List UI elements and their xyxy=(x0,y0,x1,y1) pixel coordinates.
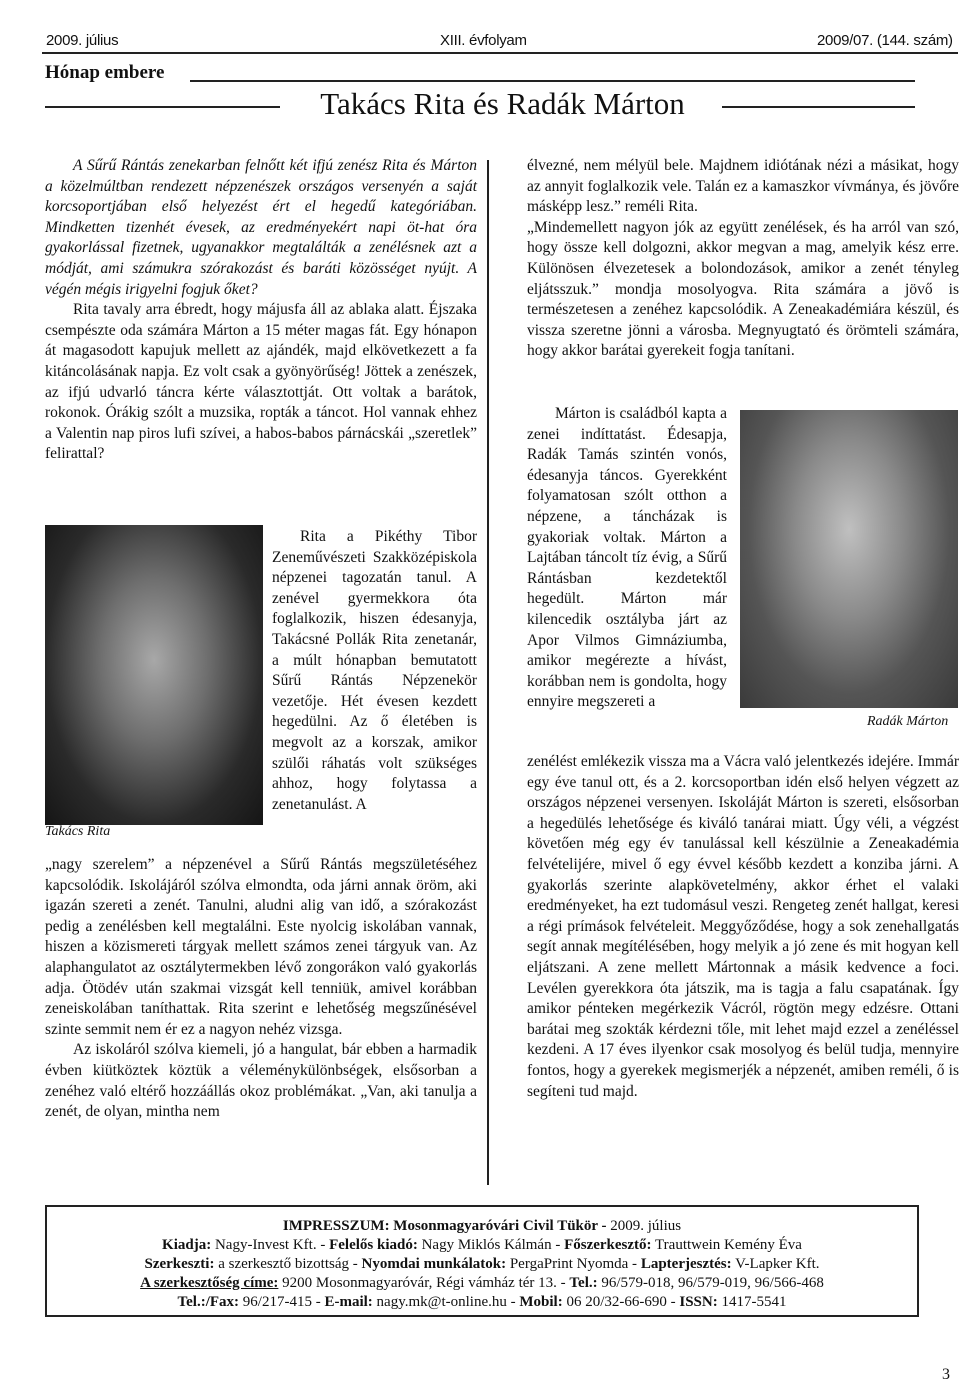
page-number: 3 xyxy=(942,1366,950,1383)
impressum-line: IMPRESSZUM: Mosonmagyaróvári Civil Tükör - 2009. július xyxy=(282,1218,682,1234)
marton-caption: Radák Márton xyxy=(867,714,949,729)
left-column-wrap xyxy=(272,527,477,815)
page-header xyxy=(0,0,960,56)
header-issue: 2009/07. (144. szám) xyxy=(817,32,953,49)
paragraph: Rita a Pikéthy Tibor Zeneművészeti Szakközépiskola népzenei tagozatán tanul. A zenével gyermekkora óta foglalkozik, hiszen édesanyja, Takácsné Pollák Rita zenetanár, a múlt hónapban bemutatott Sűrű Rántás Népzenekör vezetője. Hét évesen kezdett hegedülni. Az ő életében is megvolt az a korszak, amikor szülői ráhatás volt szükséges ahhoz, hogy folytassa a zenetanulást. A xyxy=(272,528,477,813)
lead-paragraph: A Sűrű Rántás zenekarban felnőtt két ifjú zenész Rita és Márton a közelmúltban rendezett népzenészek országos versenyén a saját korcsoportjában első helyezést ért el hegedű kategóriában. Mindketten tizenhét évesek, az eredményekért napi öt-hat óra gyakorlással fizetnek, ugyanakkor megtalálták a zenélésnek azt a módját, ami számukra szórakozást és baráti közösséget nyújt. A végén mégis irigyelni fogjuk őket? xyxy=(45,157,477,298)
rita-photo xyxy=(45,525,263,825)
paragraph: „Mindemellett nagyon jók az együtt zenélések, és ha arról van szó, hogy össze kell dolgozni, akkor megvan a mag, amelyik kész erre. Különösen élvezetesek a bolondozások, amikor a zenét tényleg eljátsszuk.” mondja mosolyogva. Rita számára a jövő is természetesen a zenéhez kapcsolódik. A Zeneakadémiára készül, és vissza szeretne jönni a városba. Megnyugtató és örömteli számára, hogy akkor barátai gyerekeit fogja tanítani. xyxy=(527,218,959,360)
paragraph: Márton is családból kapta a zenei indíttatást. Édesapja, Radák Tamás szintén vonós, édesanyja táncos. Gyerekként folyamatosan szólt otthon a népzene, a táncházak is gyakoriak voltak. Márton a Lajtában táncolt tíz évig, a Sűrű Rántásban kezdetektől hegedült. Márton már kilencedik osztályba járt az Apor Vilmos Gimnáziumba, amikor megérezte a hívást, korábban nem is gondolta, hogy ennyire megszereti a xyxy=(527,405,727,711)
header-date: 2009. július xyxy=(46,32,119,49)
rita-caption: Takács Rita xyxy=(45,824,111,839)
impressum-line: A szerkesztőség címe: 9200 Mosonmagyaróvár, Régi vámház tér 13. - Tel.: 96/579-018, 96/579-019, 96/566-468 xyxy=(140,1275,824,1291)
article-title: Takács Rita és Radák Márton xyxy=(320,86,685,121)
header-volume: XIII. évfolyam xyxy=(440,32,527,49)
paragraph: élvezné, nem mélyül bele. Majdnem idiótának nézi a másikat, hogy az annyit foglalkozik vele. Talán ez a kamaszkor vívmánya, és jövőre másképp lesz.” reméli Rita. xyxy=(527,157,959,216)
section-rule xyxy=(190,80,915,82)
right-column-wrap xyxy=(527,404,727,713)
left-column-top xyxy=(45,156,477,465)
impressum-line: Szerkeszti: a szerkesztő bizottság - Nyomdai munkálatok: PergaPrint Nyomda - Lapterjesztés: V-Lapker Kft. xyxy=(144,1256,820,1272)
impressum-line: Tel.:/Fax: 96/217-415 - E-mail: nagy.mk@t-online.hu - Mobil: 06 20/32-66-690 - ISSN: 1417-5541 xyxy=(177,1294,787,1310)
column-divider xyxy=(487,160,489,1185)
impressum-line: Kiadja: Nagy-Invest Kft. - Felelős kiadó: Nagy Miklós Kálmán - Főszerkesztő: Trauttwein Kemény Éva xyxy=(162,1237,802,1253)
paragraph: zenélést emlékezik vissza ma a Vácra való jelentkezés idejére. Immár egy éve tanul ott, és a 2. korcsoportban idén első helyen végzett az országos népzenei versenyen. Iskoláját Márton is szereti, elsősorban a hegedülés lehetősége és kiváló tanárai miatt. Úgy véli, a végzést követően még egy év tanulással kell készülnie a Zeneakadémia felvételijére, mivel ő egy évvel később kezdett a konziba járni. A gyakorlás szerinte alapkövetelmény, akkor érhet el valaki eredményeket, ha ezt tudomásul veszi. Rengeteg zenét hallgat, keresi a régi prímások felvételeit. Meggyőződése, hogy a sok zenehallgatás segít annak megítélésében, hogy melyik a jó zene és mit hogyan kell eljátszani. A zene mellett Mártonnak a másik kedvence a foci. Levélen gyerekkora óta játszik, ma is tagja a falu csapatának. Így amikor pénteken megérkezik Vácról, rögtön megy edzésre. Ottani barátai meg szokták kérdezni tőle, mit lehet majd ezzel a zenéléssel kezdeni. A 17 éves ilyenkor csak mosolyog és belül tudja, mennyire fontos, hogy a gyerekek megismerjék a népzenét, amiben reméli, ő is segíteni tud majd. xyxy=(527,753,959,1100)
right-column-bottom xyxy=(527,752,959,1102)
paragraph: Az iskoláról szólva kiemeli, jó a hangulat, bár ebben a harmadik évben kiütköztek köztük a véleménykülönbségek, elsősorban a zenéhez való eltérő hozzáállás okoz problémákat. „Van, aki tanulja a zenét, de olyan, mintha nem xyxy=(45,1041,477,1121)
marton-photo xyxy=(740,410,958,708)
section-title: Hónap embere xyxy=(45,62,165,83)
left-column-bottom xyxy=(45,855,477,1123)
right-column-top xyxy=(527,156,959,362)
paragraph: „nagy szerelem” a népzenével a Sűrű Rántás megszületéséhez kapcsolódik. Iskolájáról szólva elmondta, oda járni annak öröm, aki igazán szereti a zenét. Tanulni, aludni alig van idő, a szórakozást pedig a zenélésben kell megtalálni. Este nyolcig iskolában vannak, hiszen a közismereti tárgyak mellett számos zenei tárgyuk van. Az alaphangulatot az osztálytermekben lévő zongorákon való gyakorlás adja. Ötödév után szakmai vizsgát kell tenniük, amivel korábban zeneiskolában taníthattak. Rita szerint e lehetőség megszűnésével szinte semmit nem ér ez a nagyon nehéz vizsga. xyxy=(45,856,477,1038)
paragraph: Rita tavaly arra ébredt, hogy májusfa áll az ablaka alatt. Éjszaka csempészte oda számára Márton a 15 méter magas fát. Egy hónapon át magasodott kapujuk mellett az ajándék, majd elkövetkezett a fa kitáncolásának napja. Ez volt csak a gyönyörűség! Jöttek a zenészek, az ifjú udvarló táncra kérte választottját. Ott voltak a barátok, rokonok. Órákig szólt a muzsika, ropták a táncot. Hol vannak ehhez a Valentin nap piros lufi szívei, a habos-babos párnácskái „szeretlek” felirattal? xyxy=(45,301,477,463)
impressum-box xyxy=(45,1205,919,1317)
header-rule xyxy=(42,52,958,54)
